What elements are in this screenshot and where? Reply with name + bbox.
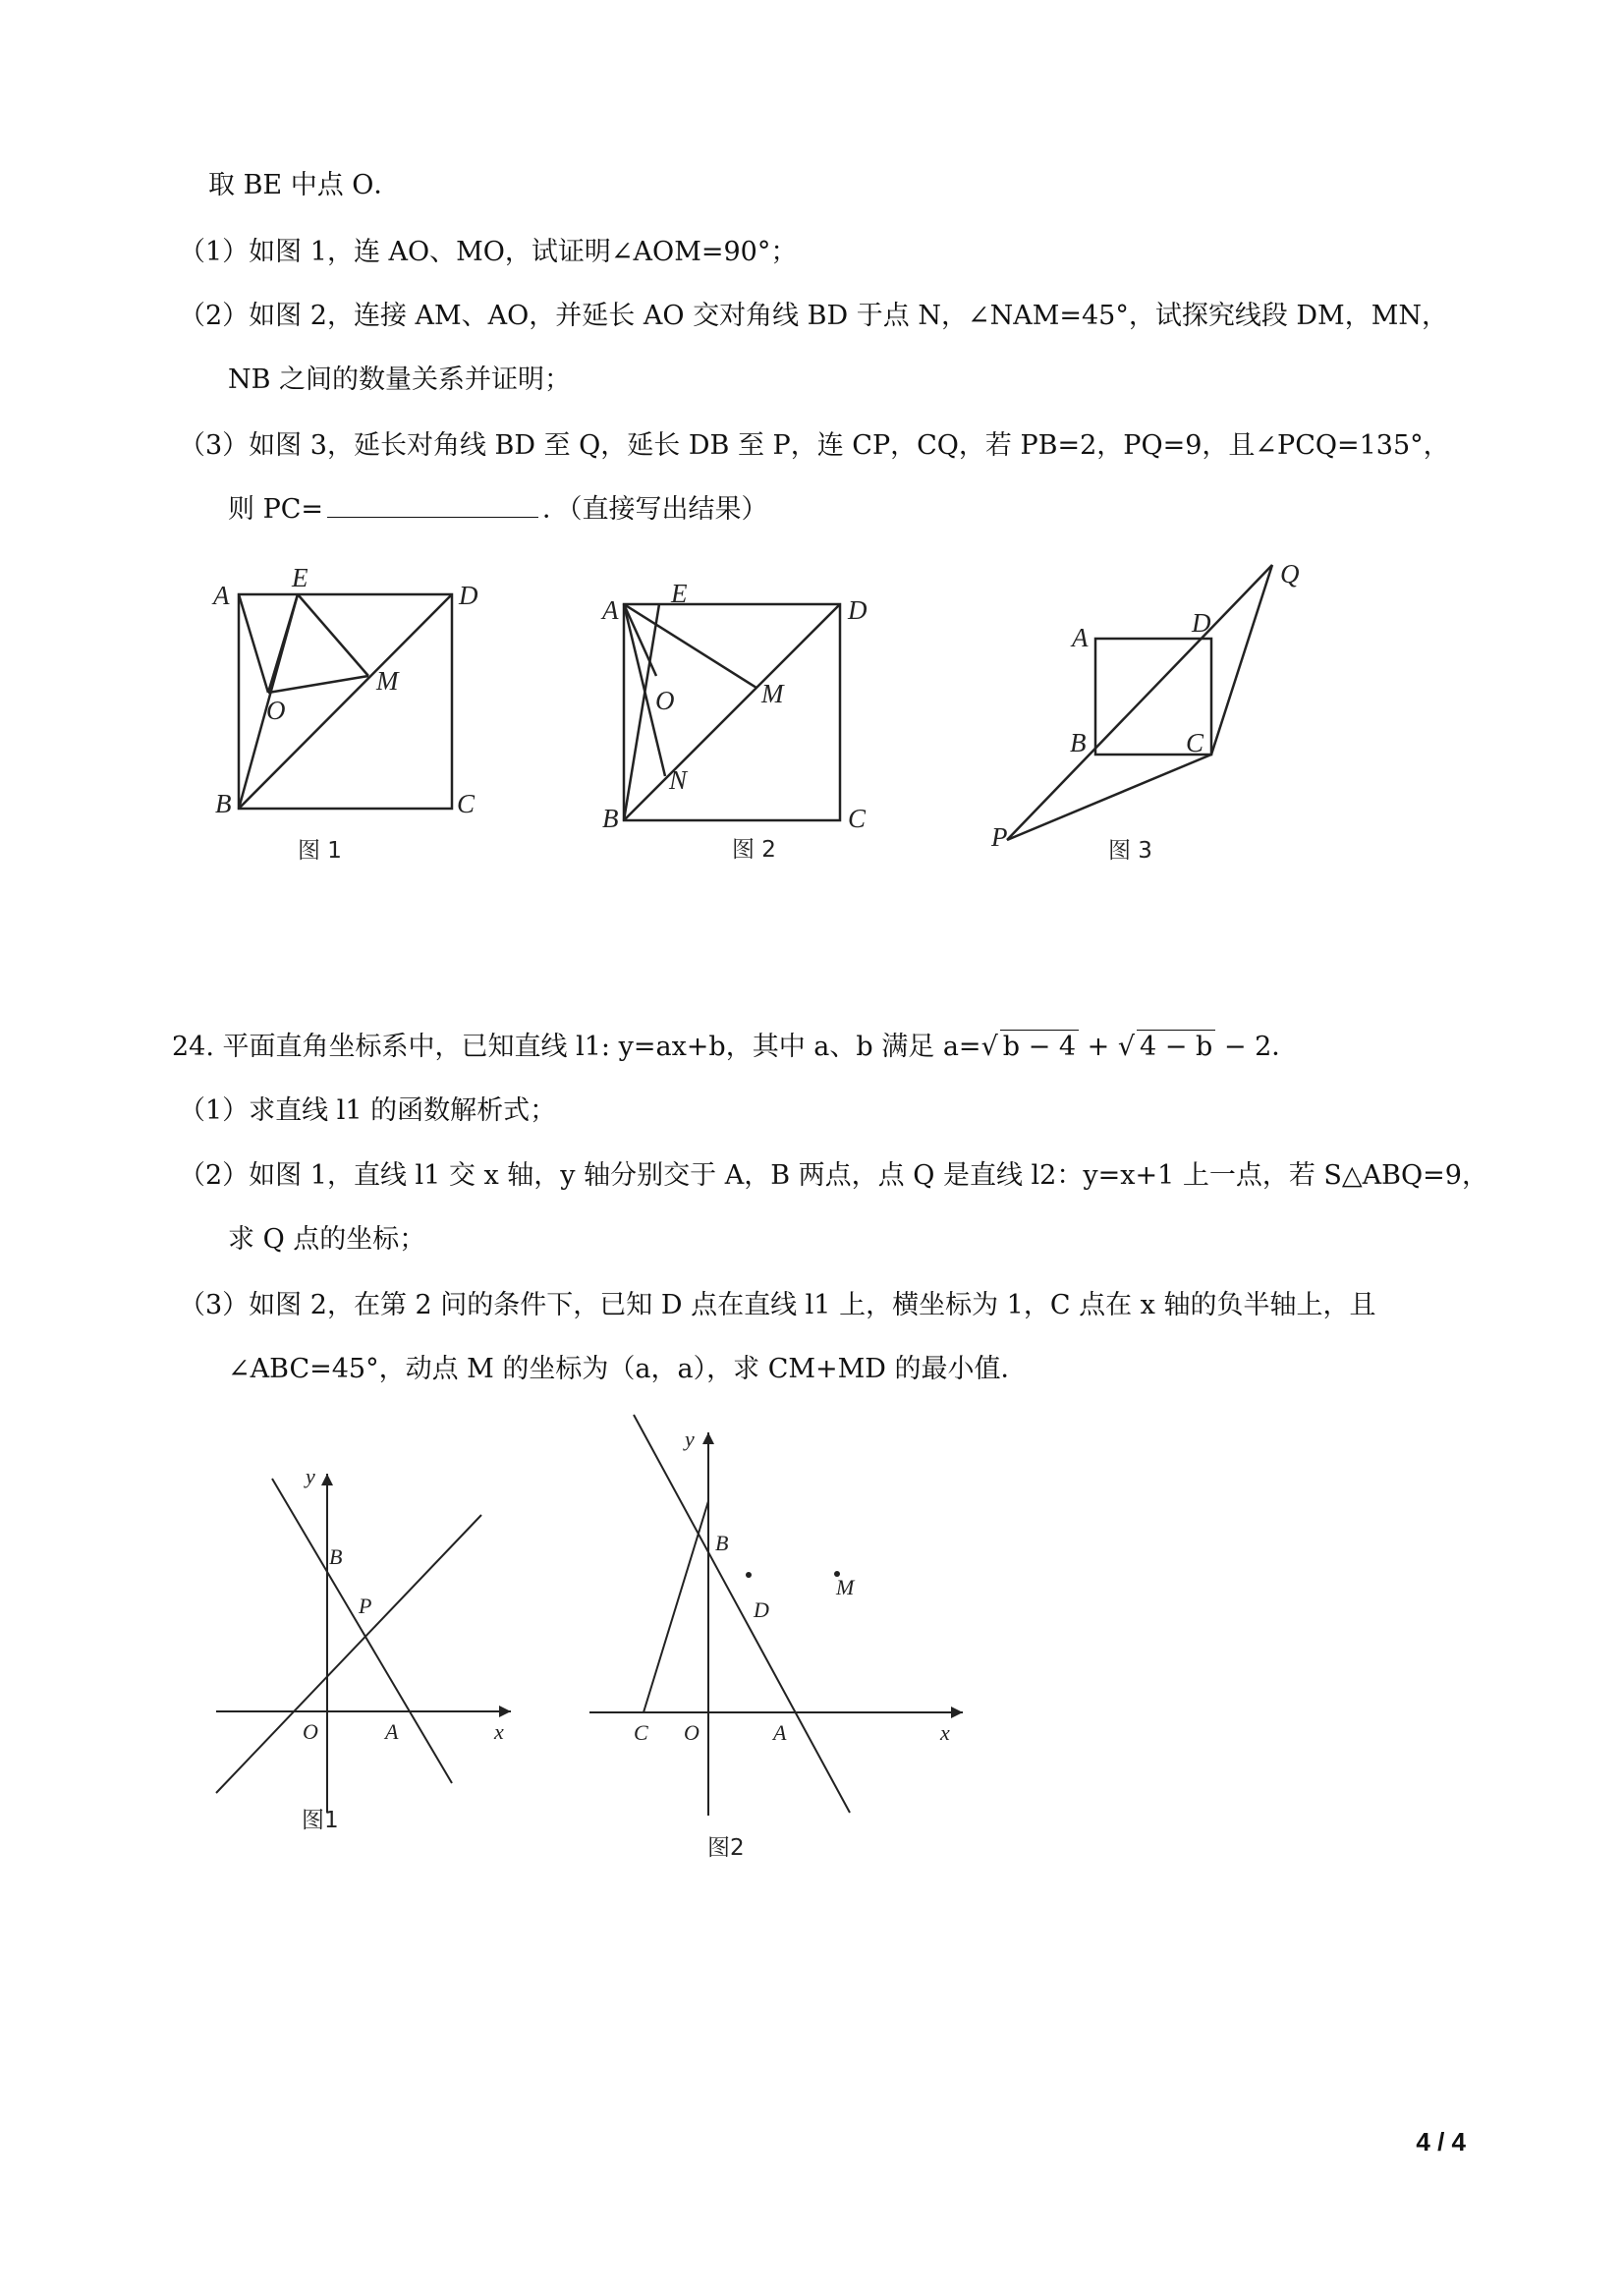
fig3-label-D: D (1192, 608, 1211, 638)
q24-part1: （1）求直线 l1 的函数解析式； (179, 1095, 557, 1126)
fig1-caption: 图1 (302, 1808, 339, 1833)
fig1-label-M: M (376, 666, 399, 696)
fig2-label-M: M (836, 1575, 855, 1599)
fig2-axis-x: x (940, 1720, 950, 1745)
q24-stem-pre: 24. 平面直角坐标系中，已知直线 l1: y=ax+b，其中 a、b 满足 a= (172, 1032, 981, 1062)
fig1-label-P: P (359, 1594, 372, 1618)
fig2-label-D: D (848, 595, 867, 625)
fig1-label-D: D (459, 581, 478, 610)
fig1-axis-x: x (494, 1719, 504, 1744)
q24-plus: + (1079, 1032, 1118, 1062)
q23-part2-line2: NB 之间的数量关系并证明； (228, 364, 572, 395)
fig2-label-O: O (655, 686, 675, 715)
q23-intro: 取 BE 中点 O． (208, 170, 401, 200)
fig2-label-D: D (754, 1597, 769, 1622)
q24-part3-line1: （3）如图 2，在第 2 问的条件下，已知 D 点在直线 l1 上，横坐标为 1，C 点在 x 轴的负半轴上，且 (179, 1290, 1376, 1320)
q23-part1: （1）如图 1，连 AO、MO，试证明∠AOM=90°； (179, 237, 798, 267)
fig1-label-B: B (329, 1544, 343, 1569)
q24-radicand-1: b − 4 (1000, 1030, 1079, 1064)
fig2-label-B: B (715, 1531, 729, 1555)
point-D-dot (746, 1572, 752, 1578)
fig2-label-E: E (671, 579, 688, 608)
q23-part3-line1: （3）如图 3，延长对角线 BD 至 Q，延长 DB 至 P，连 CP，CQ，若 PB=2，PQ=9，且∠PCQ=135°， (179, 430, 1450, 461)
fig1-label-E: E (292, 563, 308, 592)
y-axis-arrow-icon (702, 1432, 714, 1444)
fig1-label-B: B (215, 789, 232, 818)
fig2-caption: 图 2 (732, 837, 776, 863)
fig1-label-A: A (213, 581, 230, 610)
fig2-label-C: C (634, 1720, 648, 1745)
fig3-label-P: P (991, 822, 1008, 852)
q23-figure-1 (211, 565, 506, 879)
sqrt-icon: √ (1117, 1032, 1136, 1062)
q24-figure-1 (211, 1454, 535, 1847)
fig2-axis-y: y (685, 1427, 695, 1451)
q23-part3-post: ．（直接写出结果） (542, 494, 768, 525)
q23-figure-3 (987, 555, 1341, 869)
q23-part3-line2 (228, 493, 768, 527)
y-axis-arrow-icon (321, 1474, 333, 1485)
fig2-caption: 图2 (707, 1835, 745, 1861)
q23-figure-2 (594, 580, 889, 874)
q23-part2-line1: （2）如图 2，连接 AM、AO，并延长 AO 交对角线 BD 于点 N，∠NAM=45°，试探究线段 DM，MN， (179, 301, 1448, 331)
fig3-label-C: C (1186, 728, 1204, 757)
fig1-label-O: O (266, 696, 286, 725)
fig1-caption: 图 1 (298, 838, 342, 864)
q24-figure-2 (585, 1415, 978, 1867)
q24-part3-line2: ∠ABC=45°，动点 M 的坐标为（a，a），求 CM+MD 的最小值． (228, 1354, 1028, 1384)
fig1-label-O: O (303, 1719, 318, 1744)
q23-part3-pre: 则 PC= (228, 494, 324, 525)
x-axis-arrow-icon (951, 1707, 963, 1718)
fig2-label-A: A (602, 595, 619, 625)
answer-blank (327, 495, 538, 518)
fig1-label-C: C (457, 789, 476, 818)
q24-part2-line2: 求 Q 点的坐标； (228, 1224, 426, 1255)
sqrt-icon: √ (980, 1032, 998, 1062)
fig2-label-M: M (761, 679, 784, 708)
fig3-label-A: A (1072, 623, 1089, 652)
fig3-label-Q: Q (1280, 559, 1300, 588)
q24-radicand-2: 4 − b (1137, 1030, 1215, 1064)
fig2-label-O: O (684, 1720, 700, 1745)
fig2-label-B: B (602, 804, 619, 833)
fig2-label-A: A (773, 1720, 787, 1745)
fig1-label-A: A (385, 1719, 399, 1744)
q24-part2-line1: （2）如图 1，直线 l1 交 x 轴，y 轴分别交于 A，B 两点，点 Q 是直线 l2：y=x+1 上一点，若 S△ABQ=9， (179, 1160, 1488, 1191)
fig3-label-B: B (1070, 728, 1087, 757)
fig2-label-N: N (669, 765, 688, 795)
fig2-label-C: C (848, 804, 867, 833)
fig1-axis-y: y (306, 1464, 315, 1488)
q24-stem (172, 1030, 1298, 1064)
q24-stem-post: − 2． (1215, 1032, 1299, 1062)
page-number: 4 / 4 (1416, 2127, 1466, 2156)
x-axis-arrow-icon (499, 1706, 511, 1717)
fig3-caption: 图 3 (1108, 838, 1152, 864)
